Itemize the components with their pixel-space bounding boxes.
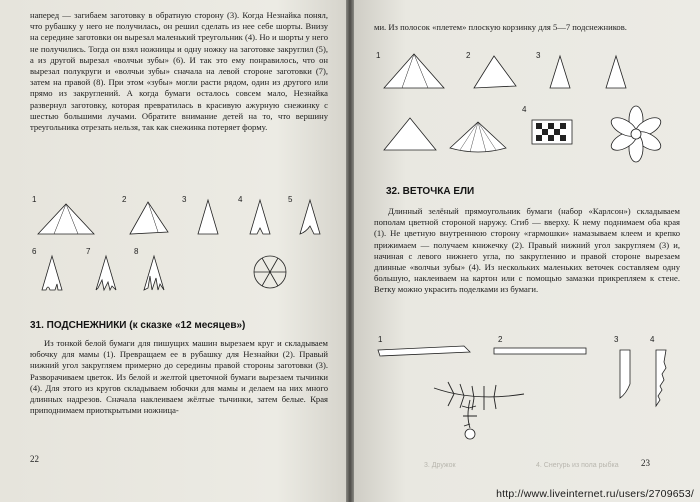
page-number-left: 22 (30, 454, 39, 464)
figure-number: 4 (522, 105, 527, 114)
fir-branch-sketch (434, 382, 524, 428)
book-gutter (346, 0, 354, 502)
figure-number: 2 (466, 51, 471, 60)
figure-number: 2 (498, 335, 503, 344)
fir-branch-drawing (374, 334, 680, 450)
basket-drawing (532, 120, 572, 144)
continued-text-top: ми. Из полосок «плетем» плоскую корзинку для 5—7 подснежников. (374, 22, 627, 32)
figure-number: 6 (32, 247, 37, 256)
section-heading-32: 32. ВЕТОЧКА ЕЛИ (386, 186, 475, 197)
ornament-ball (465, 429, 475, 439)
snowdrop-flower-drawing (608, 106, 663, 162)
section-31-body: Из тонкой белой бумаги для пишущих машин вырезаем круг и складываем юбочку для мамы (1). Превращаем ее в рубашку для Незнайки (2). Правый нижний угол закругляем примерно до середины правой стороны заготовки (3). Разворачиваем цветок. Из белой и желтой цветочной бумаги вырезаем тычинки (4). Для этого из кругов складываем юбочки для мамы и делаем на них много длинных надрезов. Сначала наклеиваем жёлтые тычинки, затем белые. Края приподнимаем приоткрытыми ножница- (30, 338, 328, 416)
right-page (354, 0, 700, 502)
page-number-right: 23 (641, 458, 650, 468)
figure-number: 1 (376, 51, 381, 60)
figure-number: 4 (650, 335, 655, 344)
snowdrop-steps-figure (374, 48, 680, 166)
figure-number: 7 (86, 247, 91, 256)
figure-number: 3 (536, 51, 541, 60)
figure-number: 5 (288, 195, 293, 204)
figure-number: 4 (238, 195, 243, 204)
section-32-body: Длинный зелёный прямоугольник бумаги (набор «Карлсон») складываем пополам цветной стороной наружу. Сгиб — вверху. К нему поднимаем оба края (1). Не цветную внутреннюю сторону «гармошки» намазываем клеем и крепко прижимаем — получаем книжечку (2). Правый нижний угол закругляем (3) и, начиная с левого нижнего угла, по закруглению и правой стороне вырезаем длинные «волчьи зубы» (4). Из нескольких маленьких веточек составляем одну большую, наклеиваем на картон или с помощью замазки прикрепляем к стене. Ветку можно украсить поделками из бумаги. (374, 206, 680, 295)
snowflake-steps-drawing (30, 192, 330, 302)
figure-number: 8 (134, 247, 139, 256)
figure-number: 2 (122, 195, 127, 204)
footnote-4: 4. Снегурь из пола рыбка (536, 462, 619, 469)
continued-paragraph: наперед — загибаем заготовку в обратную сторону (3). Когда Незнайка понял, что рубашку у него не получилась, он решил сделать из нее себе шорты. Внизу на середине заготовки он вырезал маленький треугольник (4). Но и шорты у него не получились. Тогда он взял ножницы и одну ножку на заготовке закруглил (5), а из другой вырезал «волчьи зубы» (6). И так это ему понравилось, что он вырезал полукруги и «волчьи зубы» сначала на левой стороне заготовки (7), затем на правой (8). При этом «зубы» могли расти рядом, один из другого или прямо из закруглений. А когда бумаги осталось совсем мало, Незнайка развернул заготовку, которая превратилась в красивую ажурную снежинку с шестью большими лучами. Обратите внимание детей на то, что вершину треугольника отрезать нельзя, так как снежинка потеряет форму. (30, 10, 328, 133)
figure-number: 1 (378, 335, 383, 344)
figure-number: 1 (32, 195, 37, 204)
figure-number: 3 (614, 335, 619, 344)
footnote-3: 3. Дружок (424, 462, 456, 469)
figure-number: 3 (182, 195, 187, 204)
snowdrop-steps-drawing (374, 48, 680, 166)
section-heading-31: 31. ПОДСНЕЖНИКИ (к сказке «12 месяцев») (30, 320, 246, 331)
source-url-watermark[interactable]: http://www.liveinternet.ru/users/2709653/ (496, 488, 694, 500)
snowflake-steps-figure (30, 192, 330, 302)
left-page (0, 0, 346, 502)
fir-branch-figure (374, 334, 680, 450)
